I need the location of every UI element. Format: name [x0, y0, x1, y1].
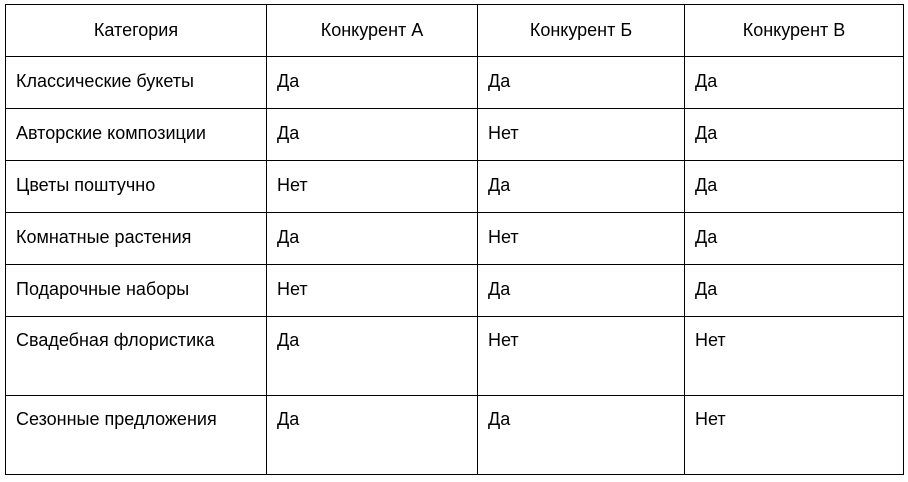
- cell-competitor-a: Да: [267, 317, 478, 396]
- table-row: [6, 265, 904, 317]
- cell-competitor-b: Нет: [478, 213, 685, 265]
- cell-category: Авторские композиции: [6, 109, 267, 161]
- cell-competitor-b: Да: [478, 265, 685, 317]
- header-competitor-b: Конкурент Б: [478, 5, 685, 57]
- table-row: [6, 161, 904, 213]
- cell-competitor-a: Да: [267, 57, 478, 109]
- cell-competitor-v: Да: [685, 265, 904, 317]
- cell-competitor-b: Да: [478, 396, 685, 475]
- table-row: [6, 213, 904, 265]
- cell-competitor-v: Да: [685, 213, 904, 265]
- cell-competitor-v: Да: [685, 161, 904, 213]
- cell-category: Сезонные предложения: [6, 396, 267, 475]
- cell-competitor-a: Да: [267, 213, 478, 265]
- cell-competitor-a: Нет: [267, 265, 478, 317]
- comparison-table: [5, 4, 904, 475]
- cell-competitor-a: Нет: [267, 161, 478, 213]
- cell-competitor-v: Да: [685, 57, 904, 109]
- cell-competitor-b: Да: [478, 57, 685, 109]
- table-row: [6, 396, 904, 475]
- cell-category: Классические букеты: [6, 57, 267, 109]
- cell-competitor-b: Нет: [478, 317, 685, 396]
- cell-competitor-b: Нет: [478, 109, 685, 161]
- cell-competitor-v: Да: [685, 109, 904, 161]
- table-header-row: [6, 5, 904, 57]
- header-competitor-v: Конкурент В: [685, 5, 904, 57]
- cell-category: Подарочные наборы: [6, 265, 267, 317]
- cell-category: Комнатные растения: [6, 213, 267, 265]
- cell-category: Цветы поштучно: [6, 161, 267, 213]
- table-row: [6, 57, 904, 109]
- header-competitor-a: Конкурент А: [267, 5, 478, 57]
- cell-competitor-v: Нет: [685, 317, 904, 396]
- cell-category: Свадебная флористика: [6, 317, 267, 396]
- cell-competitor-b: Да: [478, 161, 685, 213]
- header-category: Категория: [6, 5, 267, 57]
- table-row: [6, 109, 904, 161]
- cell-competitor-a: Да: [267, 109, 478, 161]
- cell-competitor-v: Нет: [685, 396, 904, 475]
- cell-competitor-a: Да: [267, 396, 478, 475]
- table-row: [6, 317, 904, 396]
